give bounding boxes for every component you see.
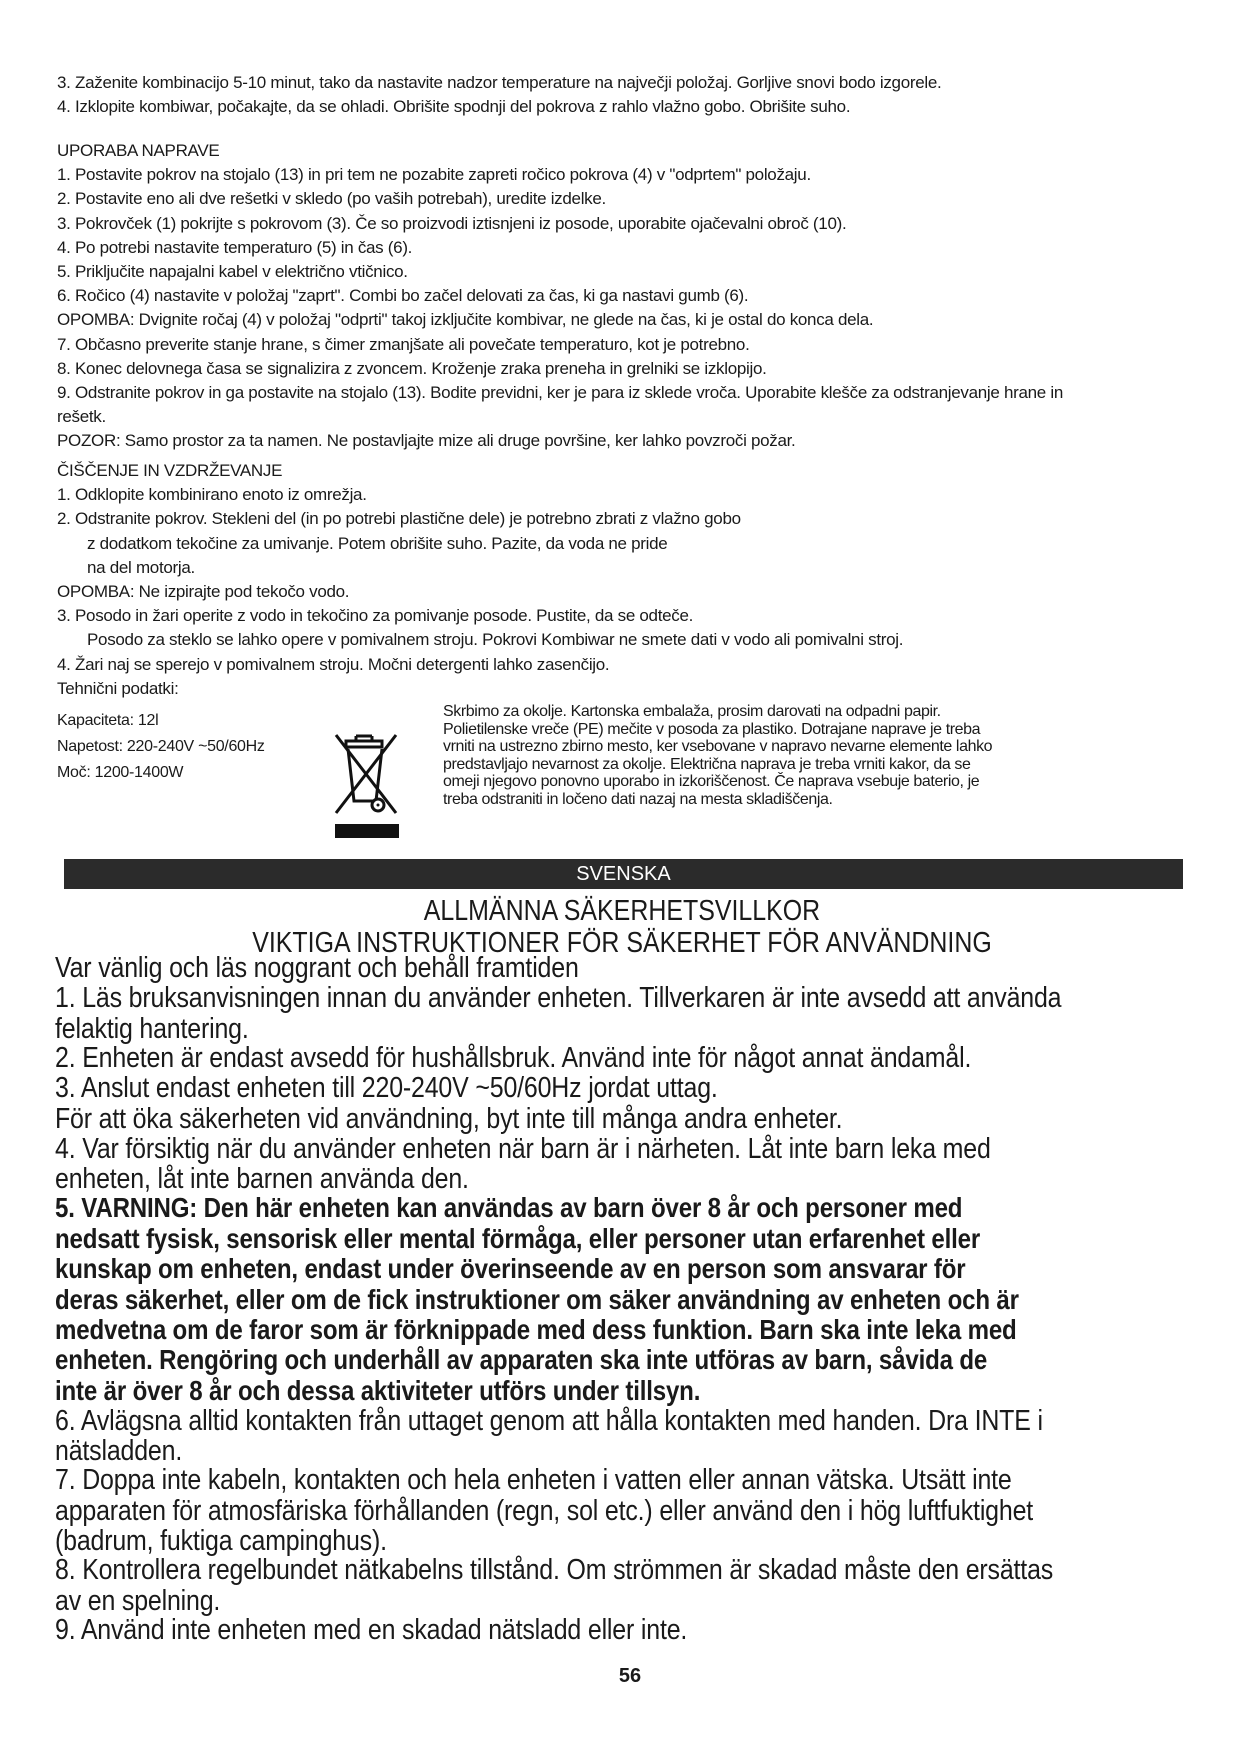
spec-power: Moč: 1200-1400W [57, 764, 184, 781]
text-line: Polietilenske vreče (PE) mečite v posoda za plastiko. Dotrajane naprave je treba [443, 720, 981, 738]
text-line: (badrum, fuktiga campinghus). [55, 1525, 387, 1558]
text-line: vrniti na ustrezno zbirno mesto, ker vsebovane v napravo nevarne elemente lahko [443, 738, 993, 756]
text-line: 1. Läs bruksanvisningen innan du använder enheten. Tillverkaren är inte avsedd att använda [55, 982, 1062, 1015]
text-line: nätsladden. [55, 1435, 183, 1468]
section-heading: ČIŠČENJE IN VZDRŽEVANJE [57, 461, 283, 480]
text-line: OPOMBA: Ne izpirajte pod tekočo vodo. [57, 581, 350, 601]
text-line: 7. Doppa inte kabeln, kontakten och hela enheten i vatten eller annan vätska. Utsätt inte [55, 1464, 1012, 1497]
text-line: 6. Avlägsna alltid kontakten från uttaget genom att hålla kontakten med handen. Dra INTE i [55, 1405, 1043, 1438]
text-line: 7. Občasno preverite stanje hrane, s čimer zmanjšate ali povečate temperaturo, kot je potrebno. [57, 334, 750, 354]
text-line: enheten, låt inte barnen använda den. [55, 1163, 469, 1196]
text-line: 8. Kontrollera regelbundet nätkabelns tillstånd. Om strömmen är skadad måste den ersättas [55, 1554, 1054, 1587]
warning-line: nedsatt fysisk, sensorisk eller mental förmåga, eller personer utan erfarenhet eller [55, 1222, 981, 1254]
environment-notice [443, 703, 1183, 809]
text-line: omeji njegovo ponovno uporabo in izkoriščenost. Če naprava vsebuje baterio, je [443, 773, 980, 791]
warning-line: medvetna om de faror som är förknippade med dess funktion. Barn ska inte leka med [55, 1313, 1017, 1345]
text-line: För att öka säkerheten vid användning, byt inte till många andra enheter. [55, 1102, 843, 1135]
text-line: 9. Odstranite pokrov in ga postavite na stojalo (13). Bodite previdni, ker je para iz sklede vroča. Uporabite klešče za odstranjevanje hrane in [57, 382, 1064, 402]
text-line: 2. Enheten är endast avsedd för hushållsbruk. Använd inte för något annat ändamål. [55, 1041, 972, 1074]
page-subtitle: VIKTIGA INSTRUKTIONER FÖR SÄKERHET FÖR ANVÄNDNING [252, 927, 992, 959]
text-line: 1. Odklopite kombinirano enoto iz omrežja. [57, 485, 367, 505]
warning-line: kunskap om enheten, endast under överinseende av en person som ansvarar för [55, 1253, 966, 1285]
text-line: 3. Anslut endast enheten till 220-240V ~50/60Hz jordat uttag. [55, 1072, 718, 1105]
warning-line: enheten. Rengöring och underhåll av apparaten ska inte utföras av barn, såvida de [55, 1344, 988, 1376]
text-line: na del motorja. [87, 557, 195, 577]
text-line: 4. Var försiktig när du använder enheten när barn är i närheten. Låt inte barn leka med [55, 1132, 991, 1165]
text-line: Tehnični podatki: [57, 678, 179, 698]
text-line: 9. Använd inte enheten med en skadad nätsladd eller inte. [55, 1613, 688, 1646]
text-line: 3. Zaženite kombinacijo 5-10 minut, tako da nastavite nadzor temperature na največji položaj. Gorljive snovi bodo izgorele. [57, 73, 942, 92]
text-line: 1. Postavite pokrov na stojalo (13) in pri tem ne pozabite zapreti ročico pokrova (4) v "odprtem" položaju. [57, 165, 811, 185]
text-line: OPOMBA: Dvignite ročaj (4) v položaj "odprti" takoj izključite kombivar, ne glede na čas, ki je ostal do konca dela. [57, 310, 874, 330]
text-line: 8. Konec delovnega časa se signalizira z zvoncem. Kroženje zraka preneha in grelniki se izklopijo. [57, 358, 767, 378]
section-heading: UPORABA NAPRAVE [57, 141, 220, 160]
technical-specs [57, 708, 327, 786]
weee-crossed-bin-icon [334, 733, 400, 839]
text-line: 3. Posodo in žari operite z vodo in tekočino za pomivanje posode. Pustite, da se odteče. [57, 606, 694, 626]
swedish-instructions [55, 953, 1182, 1645]
warning-line: 5. VARNING: Den här enheten kan användas av barn över 8 år och personer med [55, 1192, 963, 1224]
text-line: 2. Postavite eno ali dve rešetki v skledo (po vaših potrebah), uredite izdelke. [57, 189, 606, 209]
language-section-band: SVENSKA [64, 859, 1183, 889]
text-line: POZOR: Samo prostor za ta namen. Ne postavljajte mize ali druge površine, ker lahko povzroči požar. [57, 431, 796, 451]
text-line: apparaten för atmosfäriska förhållanden (regn, sol etc.) eller använd den i hög luftfuktighet [55, 1494, 1034, 1527]
spec-voltage: Napetost: 220-240V ~50/60Hz [57, 738, 265, 755]
text-line: 4. Po potrebi nastavite temperaturo (5) in čas (6). [57, 237, 413, 257]
slovene-intro [57, 71, 1187, 119]
text-line: felaktig hantering. [55, 1012, 249, 1045]
text-line: 4. Žari naj se sperejo v pomivalnem stroju. Močni detergenti lahko zasenčijo. [57, 654, 610, 674]
spec-capacity: Kapaciteta: 12l [57, 712, 159, 729]
text-line: Skrbimo za okolje. Kartonska embalaža, prosim darovati na odpadni papir. [443, 703, 941, 720]
warning-line: deras säkerhet, eller om de fick instruktioner om säker användning av enheten och är [55, 1283, 1019, 1315]
page-title: ALLMÄNNA SÄKERHETSVILLKOR [423, 895, 821, 927]
text-line: Var vänlig och läs noggrant och behåll framtiden [55, 952, 579, 984]
text-line: 6. Ročico (4) nastavite v položaj "zaprt". Combi bo začel delovati za čas, ki ga nastavi gumb (6). [57, 286, 749, 306]
text-line: z dodatkom tekočine za umivanje. Potem obrišite suho. Pazite, da voda ne pride [87, 533, 668, 553]
warning-line: inte är över 8 år och dessa aktiviteter utförs under tillsyn. [55, 1374, 701, 1406]
text-line: rešetk. [57, 407, 106, 427]
page-number: 56 [618, 1665, 642, 1687]
text-line: predstavljajo nevarnost za okolje. Električna naprava je treba vrniti kakor, da se [443, 755, 971, 773]
text-line: Posodo za steklo se lahko opere v pomivalnem stroju. Pokrovi Kombiwar ne smete dati v vodo ali pomivalni stroj. [87, 630, 904, 650]
text-line: 4. Izklopite kombiwar, počakajte, da se ohladi. Obrišite spodnji del pokrova z rahlo vlažno gobo. Obrišite suho. [57, 97, 851, 117]
text-line: treba odstraniti in ločeno dati nazaj na mesta skladiščenja. [443, 790, 833, 808]
slovene-cleaning-section [57, 459, 1187, 701]
slovene-usage-section [57, 139, 1187, 453]
text-line: av en spelning. [55, 1584, 221, 1617]
text-line: 3. Pokrovček (1) pokrijte s pokrovom (3). Če so proizvodi iztisnjeni iz posode, uporabite ojačevalni obroč (10). [57, 213, 847, 233]
swedish-titles [136, 895, 1108, 959]
text-line: 5. Priključite napajalni kabel v električno vtičnico. [57, 261, 408, 281]
text-line: 2. Odstranite pokrov. Stekleni del (in po potrebi plastične dele) je potrebno zbrati z vlažno gobo [57, 509, 741, 529]
